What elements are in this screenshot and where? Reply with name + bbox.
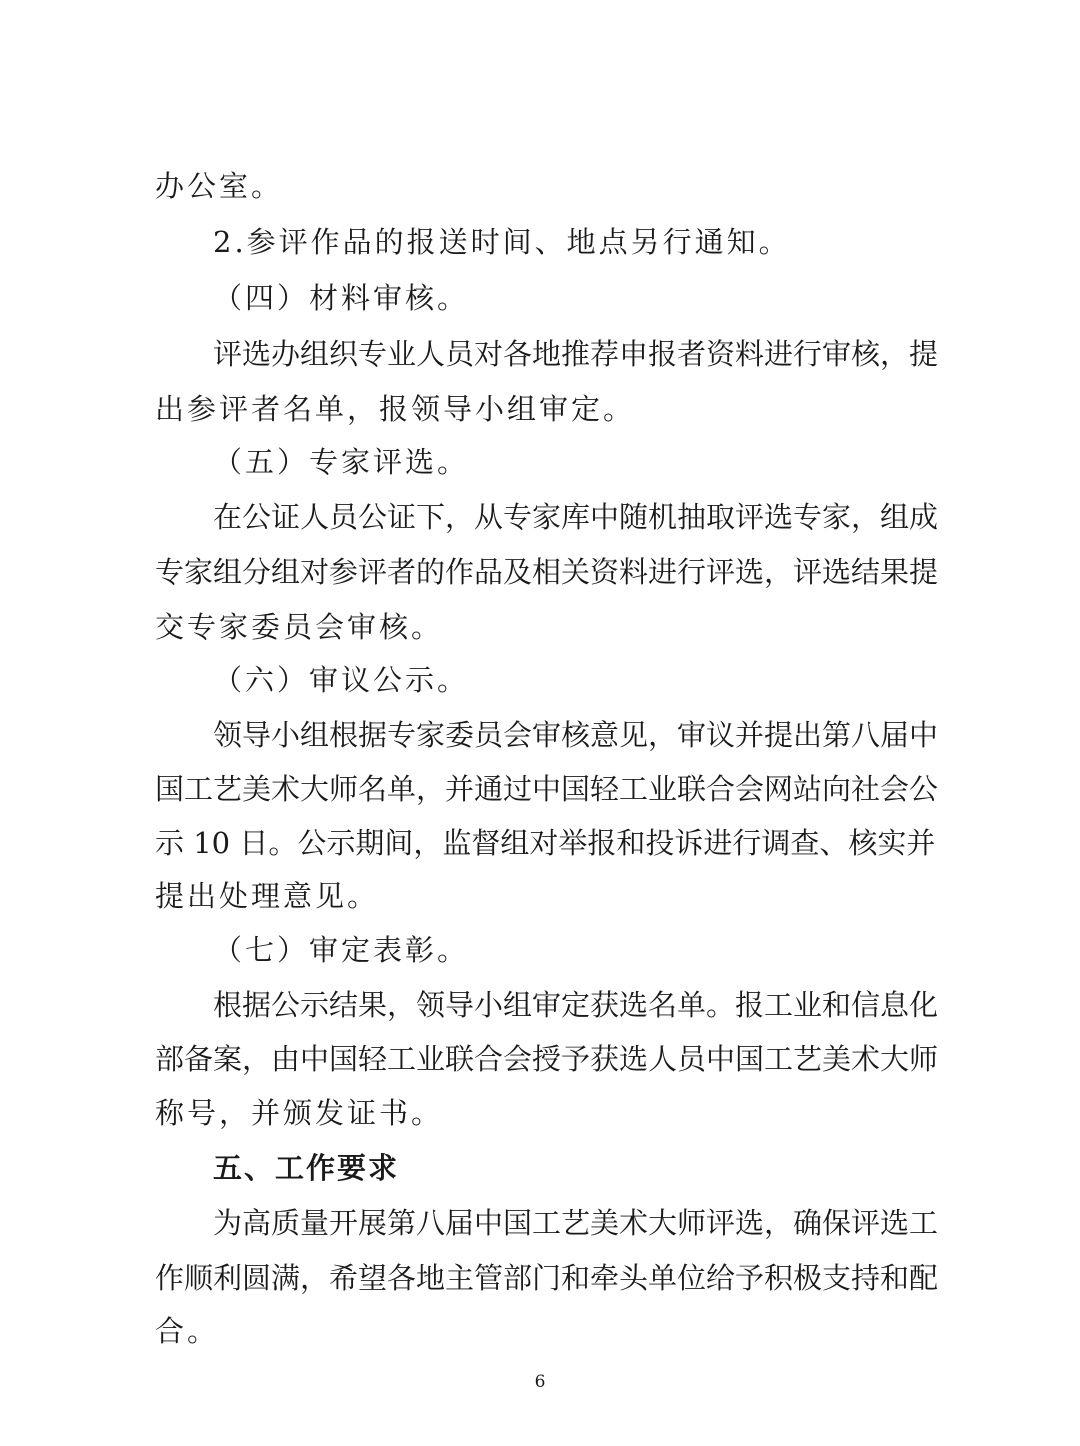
paragraph-line: 评选办组织专业人员对各地推荐申报者资料进行审核，提 xyxy=(213,337,939,371)
section-subheading: （五）专家评选。 xyxy=(213,445,470,479)
paragraph-line: 称号，并颁发证书。 xyxy=(155,1096,444,1130)
section-subheading: （六）审议公示。 xyxy=(213,663,470,697)
paragraph-line: 示 10 日。公示期间，监督组对举报和投诉进行调查、核实并 xyxy=(155,826,936,860)
section-heading: 五、工作要求 xyxy=(213,1151,400,1185)
paragraph-line: 办公室。 xyxy=(155,169,284,203)
paragraph-line: 2.参评作品的报送时间、地点另行通知。 xyxy=(213,225,791,259)
paragraph-line: 合。 xyxy=(155,1314,220,1348)
paragraph-line: 根据公示结果，领导小组审定获选名单。报工业和信息化 xyxy=(213,988,939,1022)
paragraph-line: 在公证人员公证下，从专家库中随机抽取评选专家，组成 xyxy=(213,500,939,534)
paragraph-line: 国工艺美术大师名单，并通过中国轻工业联合会网站向社会公 xyxy=(155,772,939,806)
paragraph-line: 出参评者名单，报领导小组审定。 xyxy=(155,392,636,426)
paragraph-line: 专家组分组对参评者的作品及相关资料进行评选，评选结果提 xyxy=(155,555,939,589)
page-number: 6 xyxy=(534,1372,546,1392)
section-subheading: （七）审定表彰。 xyxy=(213,933,470,967)
section-subheading: （四）材料审核。 xyxy=(213,281,470,315)
paragraph-line: 领导小组根据专家委员会审核意见，审议并提出第八届中 xyxy=(213,718,939,752)
paragraph-line: 为高质量开展第八届中国工艺美术大师评选，确保评选工 xyxy=(213,1206,939,1240)
paragraph-line: 交专家委员会审核。 xyxy=(155,610,444,644)
paragraph-line: 部备案，由中国轻工业联合会授予获选人员中国工艺美术大师 xyxy=(155,1042,939,1076)
paragraph-line: 提出处理意见。 xyxy=(155,879,380,913)
paragraph-line: 作顺利圆满，希望各地主管部门和牵头单位给予积极支持和配 xyxy=(155,1261,939,1295)
